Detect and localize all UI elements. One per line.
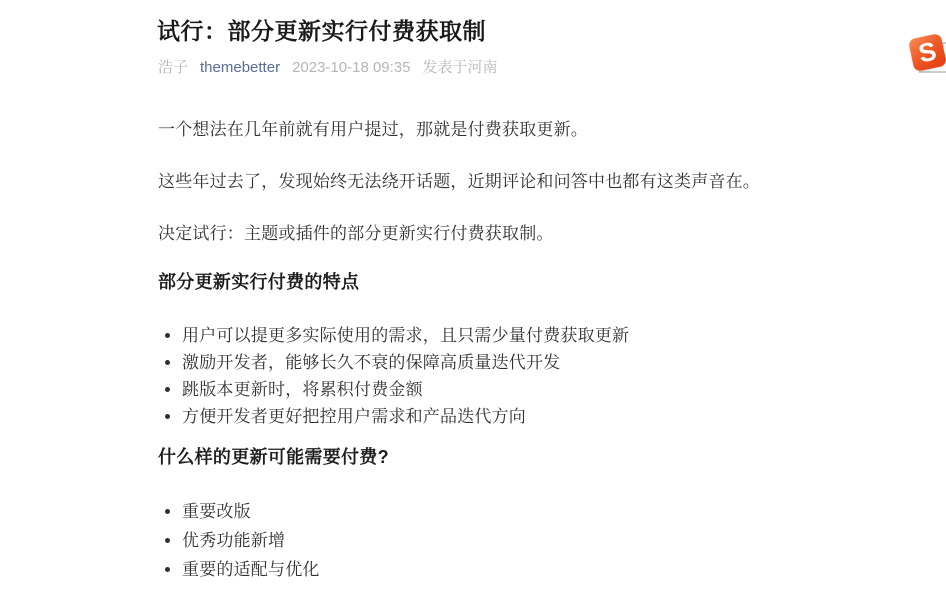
article-title: 试行：部分更新实行付费获取制 — [157, 18, 486, 44]
article-meta — [158, 58, 858, 78]
features-list — [158, 322, 862, 430]
paragraph: 这些年过去了，发现始终无法绕开话题，近期评论和问答中也都有这类声音在。 — [158, 172, 760, 191]
paid-updates-list — [158, 497, 862, 584]
section-heading-features: 部分更新实行付费的特点 — [158, 272, 360, 292]
logo-letter-s: S — [915, 35, 939, 68]
author-name: 浩子 — [158, 59, 189, 76]
publish-location: 发表于河南 — [422, 59, 498, 76]
section-heading-paid-updates: 什么样的更新可能需要付费? — [158, 447, 389, 467]
themebetter-logo[interactable] — [908, 33, 946, 72]
account-link[interactable]: themebetter — [200, 59, 281, 76]
decorative-line-bottom — [919, 71, 946, 73]
paragraph: 决定试行：主题或插件的部分更新实行付费获取制。 — [158, 224, 554, 243]
list-item: • 激励开发者，能够长久不衰的保障高质量迭代开发 — [182, 349, 862, 376]
publish-datetime: 2023-10-18 09:35 — [292, 59, 411, 76]
list-item: • 跳版本更新时，将累积付费金额 — [182, 376, 862, 403]
paragraph: 一个想法在几年前就有用户提过，那就是付费获取更新。 — [158, 120, 588, 139]
list-item: • 方便开发者更好把控用户需求和产品迭代方向 — [182, 403, 862, 430]
list-item: • 重要的适配与优化 — [182, 555, 862, 584]
list-item: • 优秀功能新增 — [182, 526, 862, 555]
list-item: • 重要改版 — [182, 497, 862, 526]
list-item: • 用户可以提更多实际使用的需求，且只需少量付费获取更新 — [182, 322, 862, 349]
